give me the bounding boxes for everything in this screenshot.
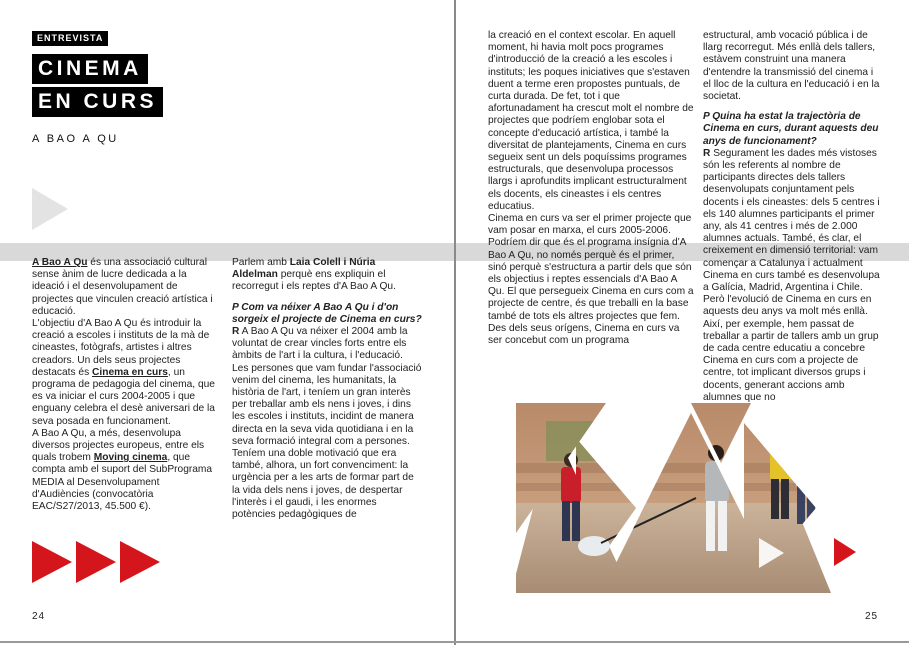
title-line-1: CINEMA (32, 54, 148, 84)
red-corner-icon (834, 538, 856, 566)
objective-paragraph: L'objectiu d'A Bao A Qu és introduir la creació a escoles i instituts de la mà de cineastes, fotògrafs, artistes i altres creadors. Un dels seus projectes destacats és Cinema en curs, un programa de pedagogia del cinema, que es va iniciar el curs 2004-2005 i que enguany celebra el desè aniversari de la seva posada en funcionament. (32, 318, 215, 427)
left-column-2 (232, 257, 422, 521)
projects-paragraph: A Bao A Qu, a més, desenvolupa diversos projectes europeus, entre els quals trobem Moving cinema, que compta amb el suport del SubPrograma MEDIA al Desenvolupament d'Audiències (convocatòria EAC/S27/2013, 45.500 €). (32, 427, 213, 513)
right-column-2 (703, 30, 881, 404)
question-2: P Quina ha estat la trajectòria de Cinema en curs, durant aquests deu anys de funcionament? (703, 111, 879, 147)
left-column-1 (32, 257, 218, 513)
section-kicker: ENTREVISTA (32, 31, 108, 46)
gray-play-icon (32, 188, 70, 232)
right-page (456, 0, 909, 645)
red-play-icons (32, 541, 162, 585)
vocation-paragraph: estructural, amb vocació pública i de llarg recorregut. Més enllà dels tallers, estàvem construint una manera d'entendre la transmissió del cinema i el lloc de la cultura en l'educació i en la societat. (703, 30, 880, 103)
cinema-en-curs-link[interactable]: Cinema en curs (92, 366, 168, 378)
intro-paragraph: A Bao A Qu és una associació cultural sense ànim de lucre dedicada a la ideació i el desenvolupament de projectes que vinculen creació artística i educació. (32, 257, 213, 317)
right-column-1 (488, 30, 694, 347)
page-number-left: 24 (32, 611, 46, 622)
article-subtitle: A BAO A QU (32, 133, 119, 145)
title-line-2: EN CURS (32, 87, 163, 117)
students-filming-photo (516, 403, 856, 593)
answer-1: R A Bao A Qu va néixer el 2004 amb la voluntat de crear vincles forts entre els àmbits de l'art i la cultura, i l'educació. Les persones que vam fundar l'associació venim del cinema, les humanitats, la història de l'art, i teníem un gran interès per treballar amb els nens i joves, i dins les escoles i instituts, incidint de manera directa en la seva vida quotidiana i en la seva formació integral com a persones. Teníem una doble motivació que era també, alhora, un fort convenciment: la urgència per a les arts de formar part de la vida dels nens i joves, de despertar l'interès i el gaudi, i les enormes potències pedagògiques de (232, 326, 422, 521)
a-bao-a-qu-link[interactable]: A Bao A Qu (32, 257, 88, 268)
red-play-icon-1 (32, 541, 72, 583)
page-number-right: 25 (865, 611, 879, 622)
interview-intro: Parlem amb Laia Colell i Núria Aldelman perquè ens expliquin el recorregut i els reptes d'A Bao A Qu. (232, 257, 396, 293)
flagship-paragraph: Cinema en curs va ser el primer projecte que vam posar en marxa, el curs 2005-2006. Podríem dir que és el programa insígnia d'A Bao A Qu, no només perquè és el primer, sinó perquè s'estructura a partir dels que són els objectius i reptes essencials d'A Bao A Qu. El que persegueix Cinema en curs com a projecte de centre, és que treballi en la base també de tots els altres projectes que fem. Des dels seus orígens, Cinema en curs va ser concebut com un programa (488, 213, 694, 347)
moving-cinema-link[interactable]: Moving cinema (93, 452, 168, 464)
interviewees: Laia Colell i Núria Aldelman (232, 257, 376, 281)
answer-2: R Segurament les dades més vistoses són les referents al nombre de participants directes dels tallers desenvolupats conjuntament pels docents i els cineastes: dels 5 centres i els 140 alumnes participants el primer any, als 41 centres i més de 2.000 alumnes actuals. També, és clar, el creixement en dimensió territorial: vam començar a Catalunya i actualment Cinema en curs també es desenvolupa a Galícia, Madrid, Argentina i Chile. Però l'evolució de Cinema en curs en aquests deu anys va molt més enllà. Així, per exemple, hem passat de treballar a partir de tallers amb un grup de cada centre educatiu a concebre Cinema en curs com a projecte de centre, tot implicant diversos grups i docents, generant accions amb alumnes que no (703, 147, 880, 403)
history-paragraph: la creació en el context escolar. En aquell moment, hi havia molt pocs programes d'introducció de la creació a les escoles i instituts; les poques iniciatives que s'estaven duent a terme eren propostes puntuals, de curta durada. De fet, tot i que afortunadament ha crescut molt el nombre de projectes que podríem englobar sota el concepte d'educació artística, i també la diversitat de plantejaments, Cinema en curs segueix sent un dels poquíssims programes estructurals, que desenvolupa processos llargs i aprofundits implicant estructuralment els docents, els cineastes i els centres educatius. (488, 30, 694, 212)
red-play-icon-2 (76, 541, 116, 583)
question-1: P Com va néixer A Bao A Qu i d'on sorgeix el projecte de Cinema en curs? (232, 301, 422, 325)
bottom-rule (0, 641, 909, 643)
left-page (0, 0, 454, 645)
red-play-icon-3 (120, 541, 160, 583)
